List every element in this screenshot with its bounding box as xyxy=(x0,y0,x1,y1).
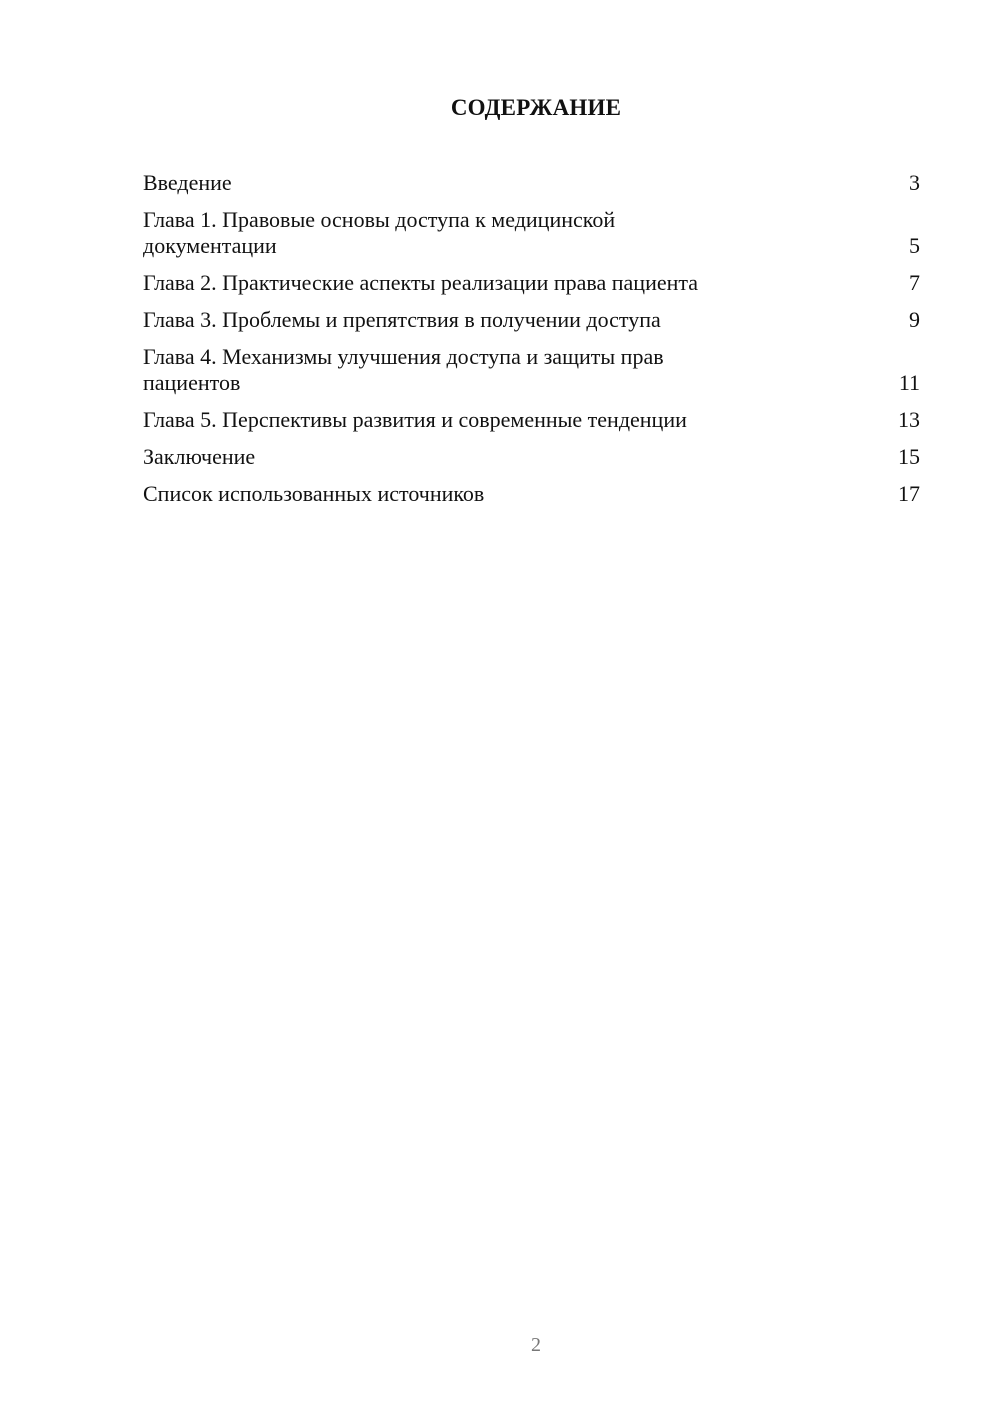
toc-entry-references xyxy=(143,481,920,507)
toc-entry-page: 5 xyxy=(909,233,920,258)
page-number: 2 xyxy=(531,1334,541,1356)
toc-entry-page: 7 xyxy=(909,270,920,295)
toc-entry-text: Глава 4. Механизмы улучшения доступа и защиты прав xyxy=(143,344,664,369)
toc-entry-text: Введение xyxy=(143,170,232,195)
toc-entry-chapter-1 xyxy=(143,207,920,259)
toc-entry-page: 15 xyxy=(898,444,920,469)
toc-entry-text-continuation: документации xyxy=(143,233,277,258)
toc-entry-text: Заключение xyxy=(143,444,256,469)
toc-entry-chapter-5 xyxy=(143,407,920,433)
toc-entry-conclusion xyxy=(143,444,920,470)
toc-entry-page: 9 xyxy=(909,307,920,332)
toc-entry-text: Глава 2. Практические аспекты реализации права пациента xyxy=(143,270,699,295)
toc-entry-page: 17 xyxy=(898,481,920,506)
toc-entry-text: Список использованных источников xyxy=(143,481,485,506)
toc-entry-chapter-3 xyxy=(143,307,920,333)
toc-entry-text-continuation: пациентов xyxy=(143,370,241,395)
toc-entry-text: Глава 3. Проблемы и препятствия в получении доступа xyxy=(143,307,661,332)
toc-entry-page: 13 xyxy=(898,407,920,432)
table-of-contents xyxy=(143,170,920,518)
page-title: СОДЕРЖАНИЕ xyxy=(450,95,622,120)
toc-entry-introduction xyxy=(143,170,920,196)
toc-entry-page: 3 xyxy=(909,170,920,195)
toc-entry-page: 11 xyxy=(898,370,920,395)
toc-entry-chapter-4 xyxy=(143,344,920,396)
toc-entry-text: Глава 5. Перспективы развития и современные тенденции xyxy=(143,407,687,432)
toc-entry-chapter-2 xyxy=(143,270,920,296)
toc-entry-text: Глава 1. Правовые основы доступа к медицинской xyxy=(143,207,616,232)
